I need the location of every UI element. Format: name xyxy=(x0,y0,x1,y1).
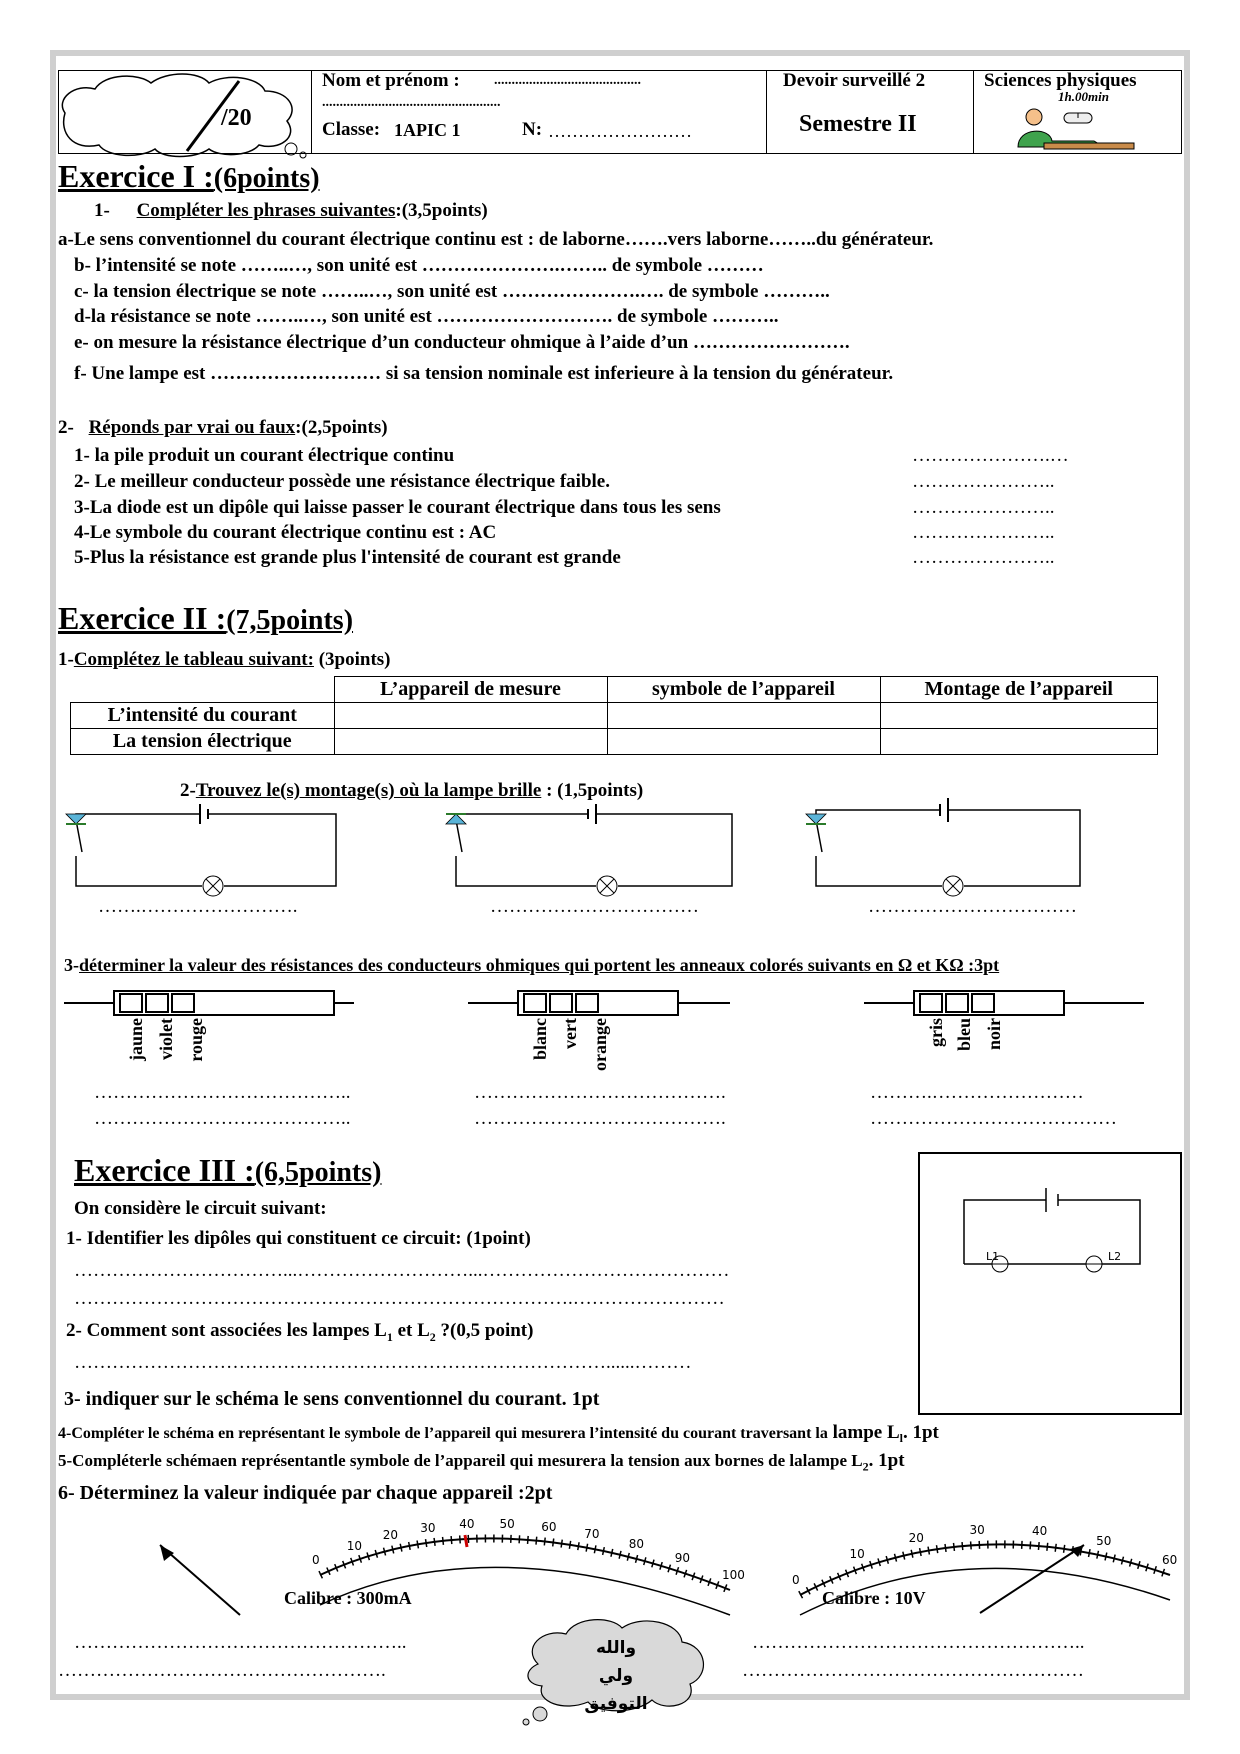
circuit-2 xyxy=(440,800,740,900)
ex1-q2 xyxy=(58,417,388,439)
ex3-q1-answer[interactable]: …………………………………………………………………….…………………… xyxy=(74,1288,725,1309)
subject: Sciences physiques xyxy=(984,70,1137,91)
ex2-q3 xyxy=(64,955,999,976)
ex3-q2-sub2: 2 xyxy=(429,1329,436,1344)
vf-answer[interactable]: ………………….. xyxy=(912,471,1055,492)
ex1-sentence-a: a-Le sens conventionnel du courant électrique continu est : de laborne…….vers laborne……..du générateur. xyxy=(58,229,934,250)
scale-tick-label: 10 xyxy=(849,1547,865,1562)
scale-tick-label: 30 xyxy=(969,1523,985,1537)
ex3-q2-sub1: 1 xyxy=(386,1329,393,1344)
ring-label: rouge xyxy=(186,1018,206,1062)
table-header: Montage de l’appareil xyxy=(880,677,1158,703)
table-cell[interactable] xyxy=(607,703,880,729)
scale-tick-label: 60 xyxy=(1162,1553,1178,1567)
scale-tick-label: 40 xyxy=(1032,1524,1048,1539)
ex3-q2-pre: 2- Comment sont associées les lampes L xyxy=(66,1320,387,1341)
ex2-q1-num: 1- xyxy=(58,649,74,670)
ex3-q4-pre: 4-Compléter le schéma en représentant le symbole de l’appareil qui mesurera l’intensité du courant traversant la xyxy=(58,1425,828,1442)
header-table xyxy=(58,70,1182,154)
ring-label: jaune xyxy=(126,1018,146,1062)
scale-tick-label: 50 xyxy=(1096,1534,1112,1549)
table-cell[interactable] xyxy=(607,729,880,755)
scale-tick-label: 90 xyxy=(674,1550,690,1565)
ring-label: bleu xyxy=(954,1018,974,1052)
meter-answer[interactable]: ……………………………………………. xyxy=(58,1660,386,1681)
ex3-q5-end: . 1pt xyxy=(868,1450,905,1471)
ex3-q4-end: . 1pt xyxy=(902,1422,939,1443)
ring-label: violet xyxy=(156,1018,176,1060)
scale-tick-label: 70 xyxy=(584,1526,600,1541)
vf-answer[interactable]: ………………….. xyxy=(912,547,1055,568)
ex1-sentence-b: b- l’intensité se note ……..…, son unité est ………………….…….. de symbole ……… xyxy=(74,255,764,276)
lamp-label: L1 xyxy=(986,1250,1000,1263)
exam-cell xyxy=(767,71,974,154)
closing-text: والله ولي التوفيق xyxy=(584,1638,648,1714)
subject-cell xyxy=(974,71,1182,154)
table-row-label: L’intensité du courant xyxy=(71,703,335,729)
ex1-sentence-c: c- la tension électrique se note ……..…, son unité est ………………….…. de symbole ……….. xyxy=(74,281,830,302)
resistor-3 xyxy=(864,985,1154,1025)
ex3-q3: 3- indiquer sur le schéma le sens conventionnel du courant. 1pt xyxy=(64,1388,600,1410)
ex3-q5-sub: 2 xyxy=(862,1459,869,1474)
voltmeter-calibre: Calibre : 10V xyxy=(822,1588,926,1608)
name-field-2[interactable]: ................................................... xyxy=(322,95,501,110)
circuit-3 xyxy=(800,800,1090,900)
ex1-q1-points: :(3,5points) xyxy=(395,200,488,221)
vf-answer[interactable]: ………………….… xyxy=(912,445,1069,466)
ring-label: noir xyxy=(984,1018,1004,1051)
ex1-sentence-f: f- Une lampe est ……………………… si sa tension nominale est inferieure à la tension du générateur. xyxy=(74,363,894,384)
scale-tick-label: 100 xyxy=(722,1568,745,1582)
ex2-q2-points: : (1,5points) xyxy=(541,780,644,801)
resistor-answer[interactable]: ……….…………………… xyxy=(870,1082,1084,1103)
num-field[interactable]: …………………… xyxy=(548,121,692,141)
ex3-q2-post: ?(0,5 point) xyxy=(435,1320,534,1341)
class-value: 1APIC 1 xyxy=(394,120,461,140)
circuit-answer[interactable]: …….……………………. xyxy=(98,896,298,917)
ring-label: gris xyxy=(926,1018,946,1047)
scale-tick-label: 80 xyxy=(628,1537,645,1551)
ring-label: vert xyxy=(560,1018,580,1049)
circuit-answer[interactable]: …………………………… xyxy=(490,896,699,917)
ex2-q2-num: 2- xyxy=(180,780,196,801)
scale-tick-label: 40 xyxy=(459,1517,475,1531)
lamp-label: L2 xyxy=(1108,1250,1122,1263)
resistor-answer[interactable]: ………………………………… xyxy=(870,1108,1117,1129)
ex2-title xyxy=(58,600,353,637)
ex1-points: (6points) xyxy=(213,163,320,194)
ex2-q3-num: 3- xyxy=(64,955,79,975)
vf-answer[interactable]: ………………….. xyxy=(912,497,1055,518)
ex1-q2-label: Réponds par vrai ou faux xyxy=(88,417,296,438)
ex3-intro: On considère le circuit suivant: xyxy=(74,1198,327,1219)
ex3-q1-answer[interactable]: ……………………………...………………………...………………………………… xyxy=(74,1260,730,1281)
scale-tick-label: 60 xyxy=(541,1520,557,1534)
ex2-points: (7,5points) xyxy=(226,605,354,636)
ex3-q4-post: lampe L xyxy=(827,1422,900,1443)
ex2-q2 xyxy=(180,780,643,802)
ex1-q2-num: 2- xyxy=(58,417,74,438)
ex3-title-text: Exercice III : xyxy=(74,1152,255,1188)
ex2-q2-label: Trouvez le(s) montage(s) où la lampe brille xyxy=(195,780,542,801)
exam-title: Devoir surveillé 2 xyxy=(783,70,926,91)
scale-tick-label: 50 xyxy=(499,1516,515,1531)
ammeter-calibre: Calibre : 300mA xyxy=(284,1588,412,1608)
score-cell xyxy=(59,71,312,154)
table-header: L’appareil de mesure xyxy=(334,677,607,703)
table-row-label: La tension électrique xyxy=(71,729,335,755)
ex1-title xyxy=(58,158,320,195)
vf-statement: 1- la pile produit un courant électrique continu xyxy=(74,445,455,466)
scale-tick-label: 30 xyxy=(420,1520,436,1535)
meter-answer[interactable]: …………………………………………….. xyxy=(752,1632,1085,1653)
ex1-q1 xyxy=(94,200,488,222)
table-cell[interactable] xyxy=(880,729,1158,755)
ex2-q3-label: déterminer la valeur des résistances des conducteurs ohmiques qui portent les anneaux colorés suivants en Ω et KΩ :3pt xyxy=(79,955,1000,975)
ex3-title xyxy=(74,1152,381,1189)
score-cloud xyxy=(59,71,311,155)
table-cell[interactable] xyxy=(334,729,607,755)
identity-cell xyxy=(312,71,767,154)
table-header: symbole de l’appareil xyxy=(607,677,880,703)
resistor-1 xyxy=(64,985,354,1025)
resistor-answer[interactable]: ………………………………….. xyxy=(94,1082,351,1103)
ex3-q4 xyxy=(58,1422,939,1446)
scale-tick-label: 0 xyxy=(792,1573,800,1587)
ex3-q2-mid: et L xyxy=(392,1320,430,1341)
measure-table xyxy=(70,676,1158,755)
ex1-sentence-d: d-la résistance se note ……..…, son unité est ………………………. de symbole ……….. xyxy=(74,306,779,327)
class-label: Classe: xyxy=(322,119,381,140)
ex3-q6: 6- Déterminez la valeur indiquée par chaque appareil :2pt xyxy=(58,1482,553,1504)
name-label: Nom et prénom : xyxy=(322,70,460,91)
ex3-q4-sub: l xyxy=(899,1431,903,1446)
circuit-1 xyxy=(60,800,350,900)
duration: 1h.00min xyxy=(1058,89,1109,104)
circuit-answer[interactable]: …………………………… xyxy=(868,896,1077,917)
table-cell[interactable] xyxy=(880,703,1158,729)
ex1-title-text: Exercice I : xyxy=(58,158,214,194)
meter-answer[interactable]: ……………………………………………… xyxy=(742,1660,1084,1681)
table-cell[interactable] xyxy=(334,703,607,729)
ex2-q1 xyxy=(58,649,391,671)
meter-answer[interactable]: …………………………………………….. xyxy=(74,1632,407,1653)
num-label: N: xyxy=(522,119,543,140)
ex3-points: (6,5points) xyxy=(254,1157,382,1188)
resistor-answer[interactable]: ………………………………….. xyxy=(94,1108,351,1129)
name-field[interactable]: .......................................... xyxy=(494,73,641,88)
resistor-answer[interactable]: …………………………………. xyxy=(474,1082,726,1103)
ex3-q5-pre: 5-Compléterle schémaen représentantle symbole de l’appareil qui mesurera la tension aux bornes de lalampe L xyxy=(58,1451,863,1470)
scale-tick-label: 20 xyxy=(382,1528,399,1542)
resistor-answer[interactable]: …………………………………. xyxy=(474,1108,726,1129)
ex3-circuit-box xyxy=(918,1152,1183,1415)
ex2-title-text: Exercice II : xyxy=(58,600,227,636)
ex3-q1: 1- Identifier les dipôles qui constituent ce circuit: (1point) xyxy=(66,1228,531,1249)
vf-answer[interactable]: ………………….. xyxy=(912,522,1055,543)
student-illustration xyxy=(974,71,1174,155)
vf-statement: 3-La diode est un dipôle qui laisse passer le courant électrique dans tous les sens xyxy=(74,497,721,518)
ring-label: orange xyxy=(590,1018,610,1071)
scale-tick-label: 20 xyxy=(908,1530,924,1545)
ex3-q2-answer[interactable]: …………………………………………………………………………......……… xyxy=(74,1352,692,1373)
semester: Semestre II xyxy=(799,111,917,137)
ex1-q1-label: Compléter les phrases suivantes xyxy=(136,200,396,221)
table-corner xyxy=(71,677,335,703)
score: /20 xyxy=(221,105,252,131)
scale-tick-label: 0 xyxy=(312,1553,320,1567)
vf-statement: 5-Plus la résistance est grande plus l'intensité de courant est grande xyxy=(74,547,621,568)
vf-statement: 4-Le symbole du courant électrique continu est : AC xyxy=(74,522,497,543)
scale-tick-label: 10 xyxy=(346,1538,362,1553)
ex1-sentence-e: e- on mesure la résistance électrique d’un conducteur ohmique à l’aide d’un ……………………. xyxy=(74,332,850,353)
ex1-q2-points: :(2,5points) xyxy=(295,417,388,438)
ex1-q1-num: 1- xyxy=(94,200,110,221)
ex2-q1-label: Complétez le tableau suivant: xyxy=(73,649,314,670)
ring-label: blanc xyxy=(530,1018,550,1061)
ex2-q1-points: (3points) xyxy=(313,649,391,670)
ex3-q2 xyxy=(66,1320,533,1345)
ex3-q5 xyxy=(58,1450,905,1474)
vf-statement: 2- Le meilleur conducteur possède une résistance électrique faible. xyxy=(74,471,610,492)
